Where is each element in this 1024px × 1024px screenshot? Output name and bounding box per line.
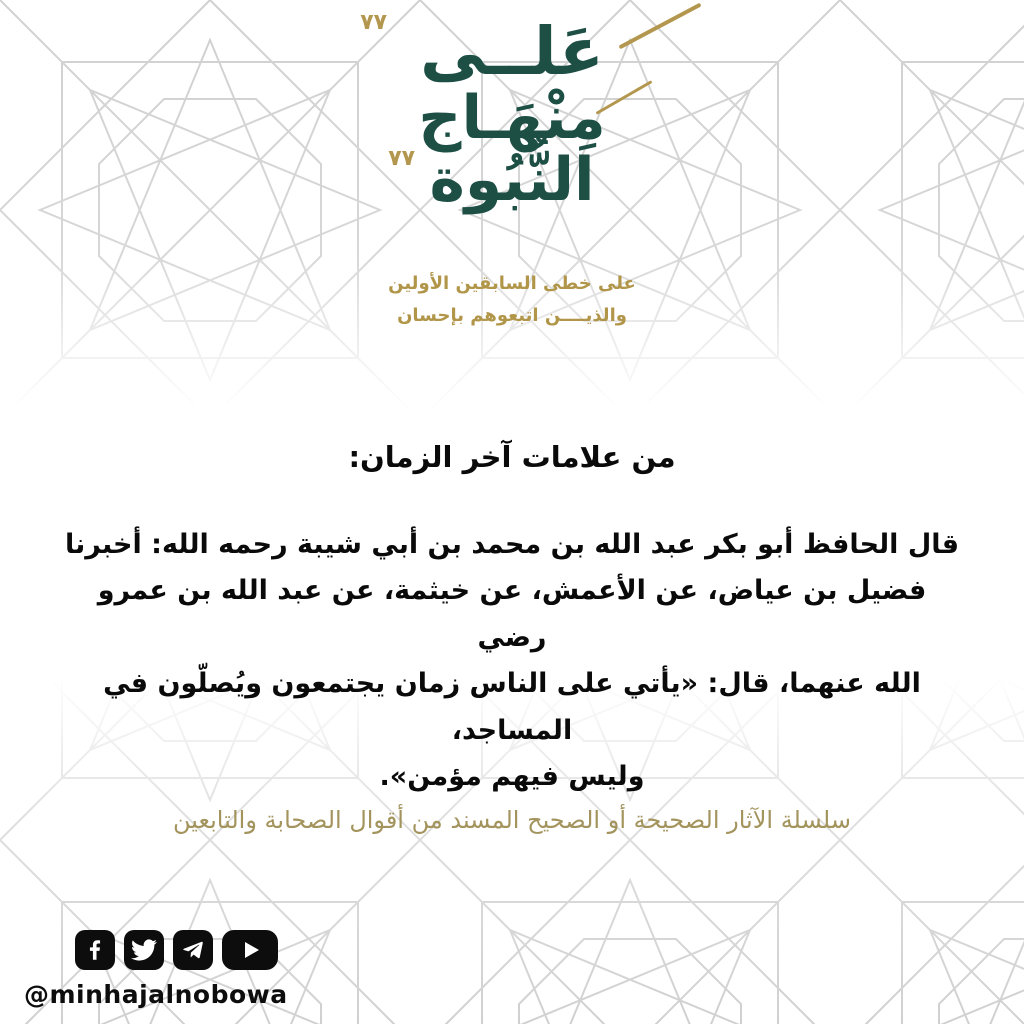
- brand-tagline: [0, 268, 1024, 331]
- facebook-icon[interactable]: [75, 930, 115, 970]
- twitter-icon[interactable]: [124, 930, 164, 970]
- hadith-line: الله عنهما، قال: «يأتي على الناس زمان يجتمعون ويُصلّون في المساجد،: [103, 668, 921, 746]
- hadith-line: فضيل بن عياض، عن الأعمش، عن خيثمة، عن عبد الله بن عمرو رضي: [97, 575, 927, 653]
- hadith-line: وليس فيهم مؤمن».: [379, 761, 645, 793]
- tagline-line-2: والذيــــن اتبعوهم بإحسان: [397, 304, 627, 326]
- logo-word-minhaj: مِنْهَـاج: [418, 82, 606, 153]
- telegram-icon[interactable]: [173, 930, 213, 970]
- post-heading: من علامات آخر الزمان:: [348, 440, 676, 474]
- hadith-body: [62, 522, 962, 801]
- brand-logo: [0, 10, 1024, 216]
- social-handle[interactable]: @minhajalnobowa: [24, 980, 288, 1009]
- youtube-icon[interactable]: [222, 930, 278, 970]
- series-title: سلسلة الآثار الصحيحة أو الصحيح المسند من أقوال الصحابة والتابعين: [173, 806, 851, 834]
- logo-word-ala: عَلــى: [420, 13, 604, 90]
- logo-word-nubuwwa: النُّبُوة: [429, 145, 595, 216]
- social-icons-row: [75, 930, 278, 970]
- tagline-line-1: على خطى السابقين الأولين: [388, 273, 636, 294]
- gold-chevron-marks: ٧٧: [388, 146, 416, 171]
- hadith-line: قال الحافظ أبو بكر عبد الله بن محمد بن أبي شيبة رحمه الله: أخبرنا: [64, 529, 960, 560]
- gold-chevron-marks: ٧٧: [360, 10, 388, 35]
